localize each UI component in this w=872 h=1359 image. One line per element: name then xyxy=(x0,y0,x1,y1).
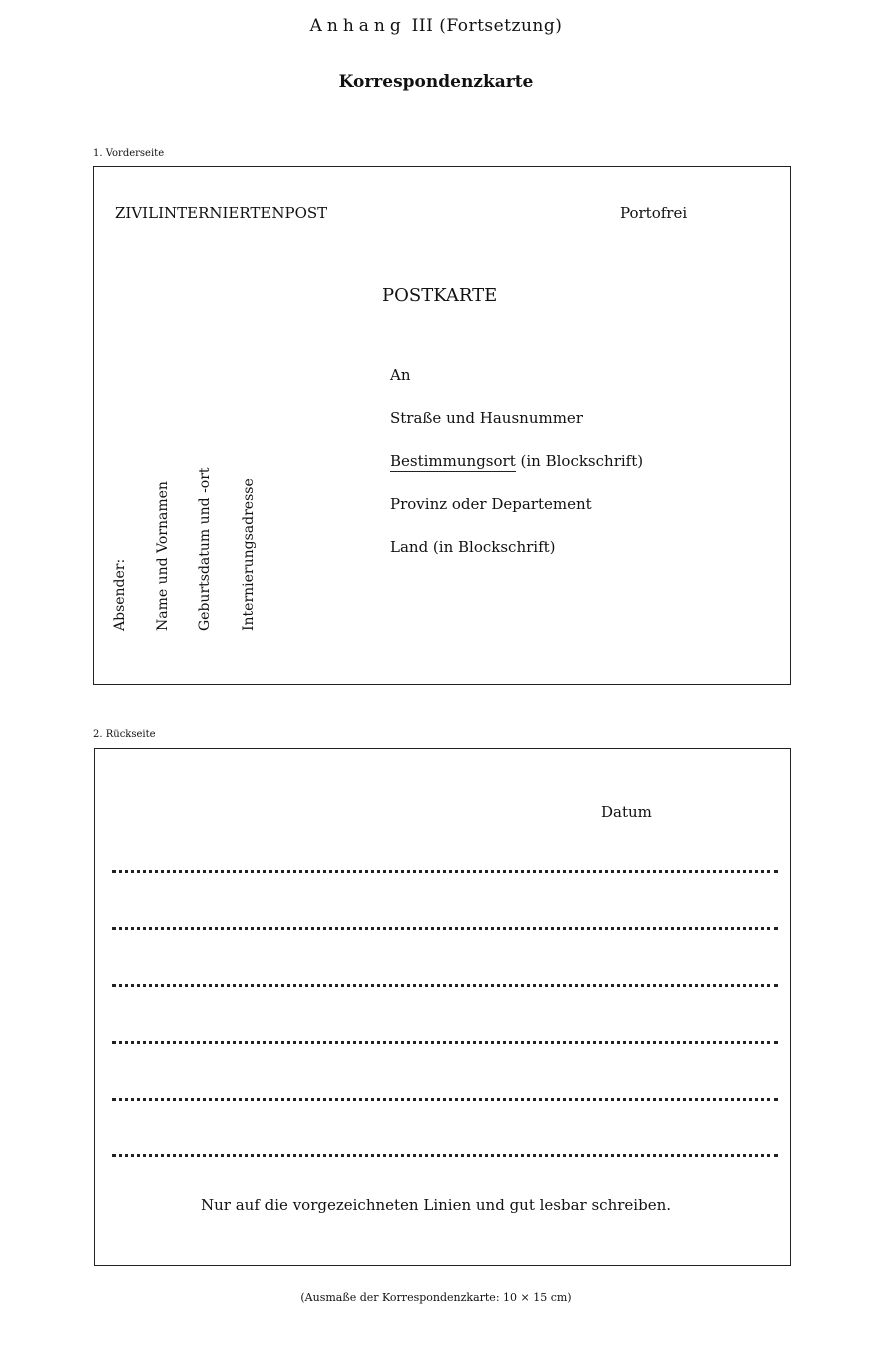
postage-label: Portofrei xyxy=(620,204,688,222)
writing-line xyxy=(112,1041,778,1044)
card-type-heading: POSTKARTE xyxy=(382,285,498,306)
back-section-label: 2. Rückseite xyxy=(93,729,156,740)
destination-label: Bestimmungsort xyxy=(390,452,516,470)
sender-field-birth: Geburtsdatum und -ort xyxy=(197,467,213,631)
sender-label: Absender: xyxy=(112,558,128,631)
writing-line xyxy=(112,927,778,930)
address-line-street: Straße und Hausnummer xyxy=(390,409,583,427)
writing-line xyxy=(112,1154,778,1157)
address-line-destination xyxy=(390,452,643,470)
address-line-country: Land (in Blockschrift) xyxy=(390,538,556,556)
sender-field-name: Name und Vornamen xyxy=(155,481,171,631)
date-label: Datum xyxy=(601,803,652,821)
writing-line xyxy=(112,1098,778,1101)
page-subtitle: Korrespondenzkarte xyxy=(338,72,534,92)
address-line-to: An xyxy=(390,366,411,384)
back-card xyxy=(94,748,791,1266)
writing-line xyxy=(112,870,778,873)
title-continuation: III (Fortsetzung) xyxy=(411,16,563,36)
dimensions-note: (Ausmaße der Korrespondenzkarte: 10 × 15 cm) xyxy=(300,1291,572,1304)
address-line-province: Provinz oder Departement xyxy=(390,495,592,513)
service-label: ZIVILINTERNIERTENPOST xyxy=(115,204,328,222)
title-annex: Anhang xyxy=(309,16,406,36)
sender-field-address: Internierungsadresse xyxy=(241,478,257,631)
writing-instruction: Nur auf die vorgezeichneten Linien und gut lesbar schreiben. xyxy=(201,1196,671,1214)
page-title xyxy=(0,16,872,36)
front-card xyxy=(93,166,791,685)
front-section-label: 1. Vorderseite xyxy=(93,148,165,159)
destination-note: (in Blockschrift) xyxy=(520,452,644,470)
writing-line xyxy=(112,984,778,987)
